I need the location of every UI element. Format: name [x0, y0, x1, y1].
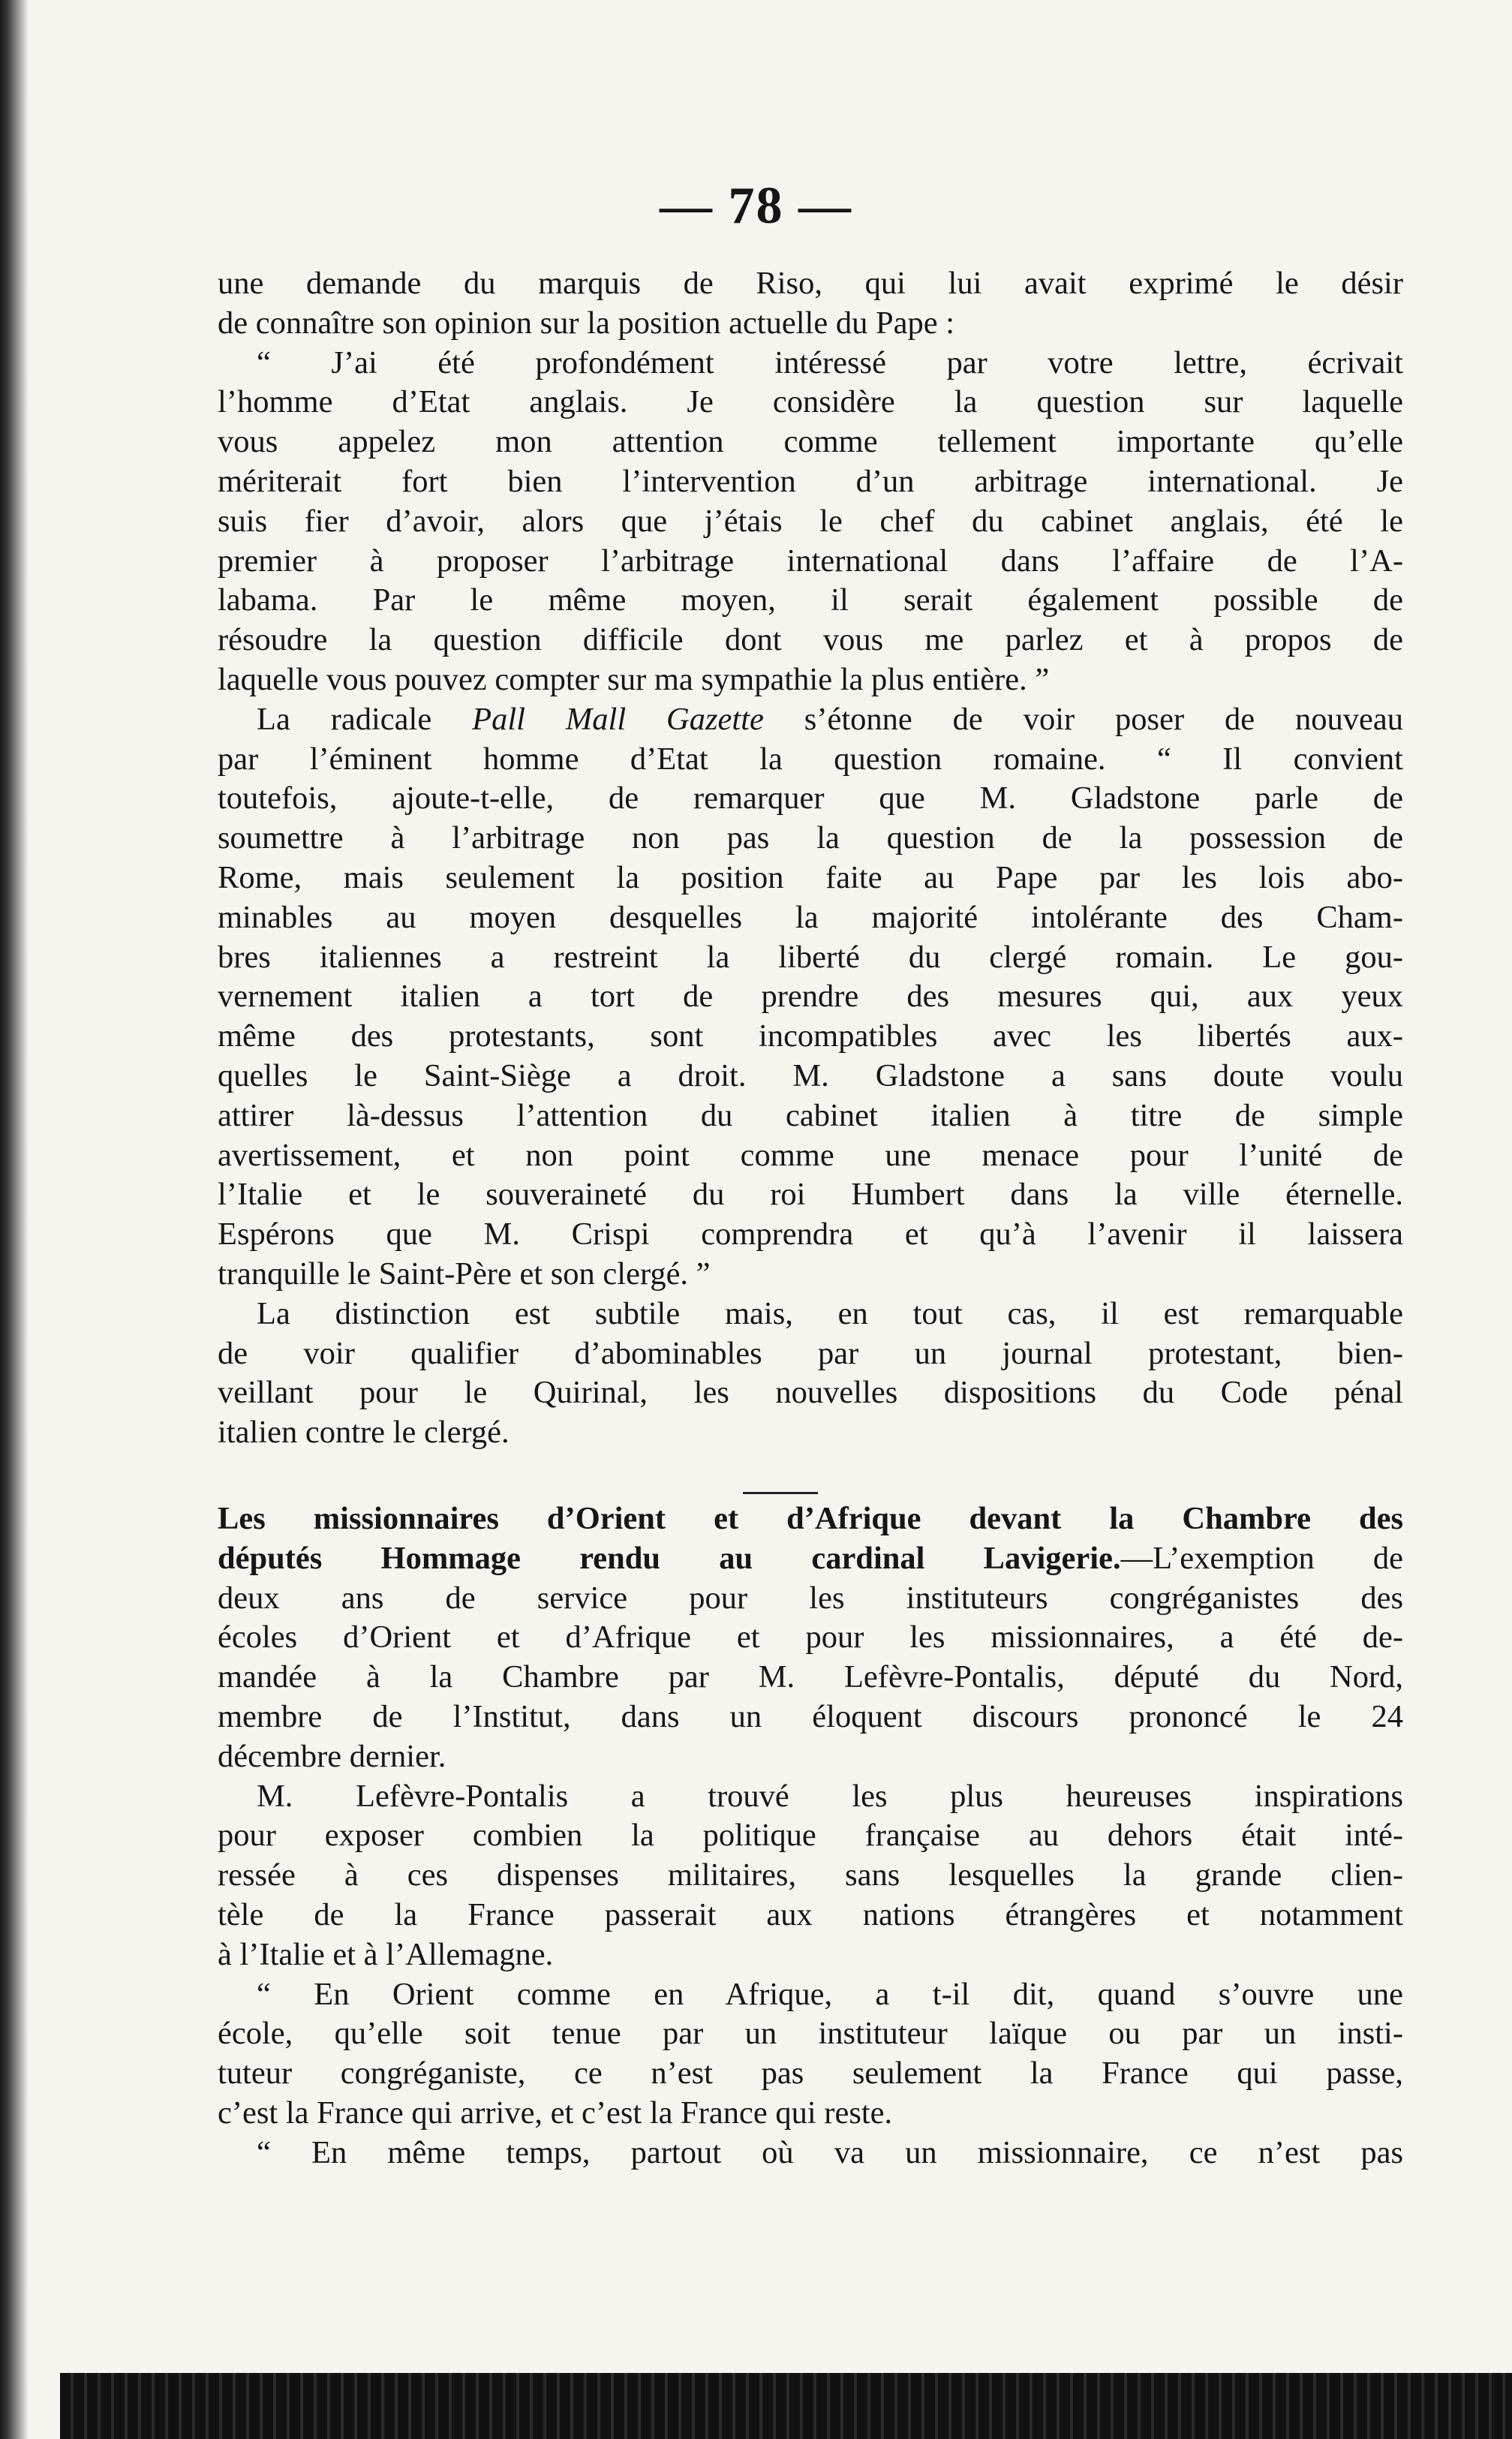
- text-line: soumettre à l’arbitrage non pas la question de la possession de: [218, 820, 1403, 856]
- paragraph-exemption: [218, 1579, 1403, 1777]
- section-divider: [743, 1492, 818, 1494]
- text-line: deux ans de service pour les instituteurs congréganistes des: [218, 1580, 1403, 1616]
- text-line: tranquille le Saint-Père et son clergé. ”: [218, 1256, 711, 1292]
- text-span: s’étonne de voir poser de nouveau: [763, 701, 1403, 737]
- text-line: de voir qualifier d’abominables par un journal protestant, bien-: [218, 1335, 1403, 1371]
- text-line: vous appelez mon attention comme tellement importante qu’elle: [218, 424, 1403, 460]
- text-span: La radicale: [257, 701, 473, 737]
- scan-left-edge: [0, 0, 29, 2439]
- text-line: veillant pour le Quirinal, les nouvelles dispositions du Code pénal: [218, 1375, 1403, 1411]
- text-line: résoudre la question difficile dont vous me parlez et à propos de: [218, 622, 1403, 658]
- text-line: minables au moyen desquelles la majorité intolérante des Cham-: [218, 899, 1403, 935]
- text-line: tuteur congréganiste, ce n’est pas seulement la France qui passe,: [218, 2056, 1403, 2092]
- paragraph-missionary: [218, 2134, 1403, 2173]
- paragraph-gladstone-letter: [218, 264, 1403, 700]
- text-line: “ J’ai été profondément intéressé par votre lettre, écrivait: [257, 344, 1403, 380]
- text-line: premier à proposer l’arbitrage international dans l’affaire de l’A-: [218, 543, 1403, 579]
- main-text-block: [218, 264, 1403, 1453]
- text-line: Espérons que M. Crispi comprendra et qu’à l’avenir il laissera: [218, 1216, 1403, 1253]
- text-line: même des protestants, sont incompatibles avec les libertés aux-: [218, 1018, 1403, 1054]
- text-line: laquelle vous pouvez compter sur ma sympathie la plus entière. ”: [218, 661, 1050, 697]
- section-heading: Les missionnaires d’Orient et d’Afrique devant la Chambre des: [218, 1501, 1403, 1536]
- scan-bottom-edge: [60, 2373, 1512, 2439]
- text-line: par l’éminent homme d’Etat la question romaine. “ Il convient: [218, 741, 1403, 777]
- text-line: bres italiennes a restreint la liberté du clergé romain. Le gou-: [218, 939, 1403, 975]
- text-line: c’est la France qui arrive, et c’est la France qui reste.: [218, 2095, 893, 2131]
- text-line: avertissement, et non point comme une menace pour l’unité de: [218, 1137, 1403, 1173]
- text-line: [218, 700, 1403, 740]
- paragraph-quote-orient: [218, 1975, 1403, 2134]
- section-heading-continued: [218, 1539, 1403, 1579]
- text-line: écoles d’Orient et d’Afrique et pour les missionnaires, a été de-: [218, 1619, 1403, 1656]
- text-span: —L’exemption de: [1120, 1540, 1403, 1576]
- text-line: attirer là-dessus l’attention du cabinet italien à titre de simple: [218, 1097, 1403, 1133]
- newspaper-title: Pall Mall Gazette: [472, 701, 764, 737]
- text-line: l’homme d’Etat anglais. Je considère la question sur laquelle: [218, 384, 1403, 420]
- text-line: pour exposer combien la politique française au dehors était inté-: [218, 1818, 1403, 1854]
- paragraph-pall-mall: [218, 700, 1403, 1295]
- text-line: M. Lefèvre-Pontalis a trouvé les plus heureuses inspirations: [257, 1778, 1403, 1814]
- text-line: école, qu’elle soit tenue par un instituteur laïque ou par un insti-: [218, 2016, 1403, 2052]
- text-line: décembre dernier.: [218, 1738, 446, 1774]
- text-line: La distinction est subtile mais, en tout cas, il est remarquable: [257, 1295, 1403, 1331]
- text-line: “ En Orient comme en Afrique, a t-il dit, quand s’ouvre une: [257, 1976, 1403, 2012]
- text-line: membre de l’Institut, dans un éloquent discours prononcé le 24: [218, 1698, 1403, 1734]
- text-line: l’Italie et le souveraineté du roi Humbert dans la ville éternelle.: [218, 1177, 1403, 1213]
- text-line: labama. Par le même moyen, il serait également possible de: [218, 582, 1403, 618]
- text-line: à l’Italie et à l’Allemagne.: [218, 1936, 554, 1972]
- paragraph-distinction: [218, 1295, 1403, 1453]
- text-line: ressée à ces dispenses militaires, sans lesquelles la grande clien-: [218, 1857, 1403, 1893]
- text-line: suis fier d’avoir, alors que j’étais le chef du cabinet anglais, été le: [218, 503, 1403, 539]
- section-heading-end: députés Hommage rendu au cardinal Lavigerie.: [218, 1540, 1121, 1576]
- text-line: vernement italien a tort de prendre des mesures qui, aux yeux: [218, 979, 1403, 1015]
- text-line: mériterait fort bien l’intervention d’un arbitrage international. Je: [218, 463, 1403, 499]
- paragraph-lefevre: [218, 1777, 1403, 1975]
- section-missionaries: [218, 1499, 1403, 2173]
- text-line: italien contre le clergé.: [218, 1415, 510, 1451]
- text-line: toutefois, ajoute-t-elle, de remarquer que M. Gladstone parle de: [218, 780, 1403, 817]
- text-line: Rome, mais seulement la position faite au Pape par les lois abo-: [218, 859, 1403, 895]
- text-line: “ En même temps, partout où va un missionnaire, ce n’est pas: [257, 2134, 1403, 2170]
- text-line: tèle de la France passerait aux nations étrangères et notamment: [218, 1896, 1403, 1932]
- text-line: mandée à la Chambre par M. Lefèvre-Pontalis, député du Nord,: [218, 1659, 1403, 1695]
- text-line: de connaître son opinion sur la position actuelle du Pape :: [218, 305, 955, 341]
- text-line: une demande du marquis de Riso, qui lui avait exprimé le désir: [218, 266, 1403, 301]
- text-line: quelles le Saint-Siège a droit. M. Gladstone a sans doute voulu: [218, 1057, 1403, 1093]
- page-number: — 78 —: [660, 177, 852, 235]
